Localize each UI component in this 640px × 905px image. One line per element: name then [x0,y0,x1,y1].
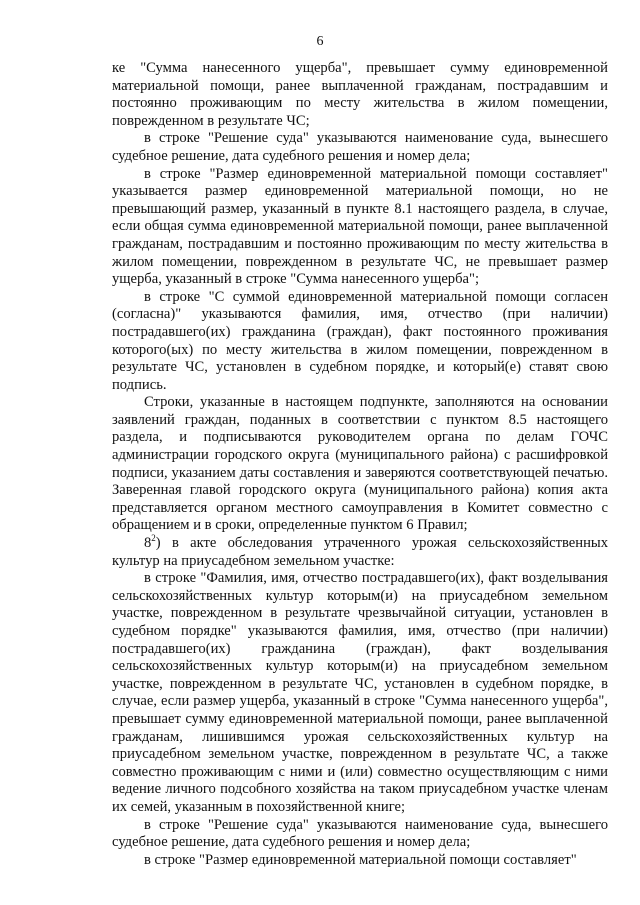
page-number: 6 [316,34,324,49]
paragraph-filling-rules: Строки, указанные в настоящем подпункте, заполняются на основании заявлений граждан, поданных в соответствии с пунктом 8.5 настоящего раздела, и подписываются руководителем органа по делам ГОЧС администрации городского округа (муниципального района) с расшифровкой подписи, указанием даты составления и заверяются соответствующей печатью. Заверенная главой городского округа (муниципального района) копия акта представляется органом местного самоуправления в Комитет совместно с обращением и в сроки, определенные пунктом 6 Правил; [112,394,608,534]
paragraph-aid-amount-2: в строке "Размер единовременной материальной помощи составляет" [144,851,577,868]
item-text: ) в акте обследования утраченного урожая сельскохозяйственных культур на приусадебном земельном участке: [112,535,608,569]
paragraph-court-decision: в строке "Решение суда" указываются наименование суда, вынесшего судебное решение, дата судебного решения и номер дела; [112,130,608,164]
paragraph-surname-field: в строке "Фамилия, имя, отчество пострадавшего(их), факт возделывания сельскохозяйственных культур которым(и) на приусадебном земельном участке, поврежденном в результате чрезвычайной ситуации, установлен в судебном порядке" указываются фамилия, имя, отчество (при наличии) пострадавшего(их) гражданина (граждан), факт возделывания сельскохозяйственных культур которым(и) на приусадебном земельном участке, поврежденном в результате ЧС, установлен в судебном порядке, в случае, если размер ущерба, указанный в строке "Сумма нанесенного ущерба", превышает сумму единовременной материальной помощи, ранее выплаченной гражданам, лишившимся урожая сельскохозяйственных культур на приусадебном земельном участке, поврежденном в результате ЧС, а также совместно проживающим с ними и (или) совместно осуществляющим с ними ведение личного подсобного хозяйства на таком приусадебном участке членам их семей, указанным в похозяйственной книге; [112,570,608,815]
paragraph-agreement: в строке "С суммой единовременной материальной помощи согласен (согласна)" указываются фамилия, имя, отчество (при наличии) пострадавшего(их) гражданина (граждан), факт постоянного проживания которого(ых) по месту жительства в жилом помещении, поврежденном в результате ЧС, установлен в судебном порядке, и который(е) ставят свою подпись. [112,288,608,393]
paragraph-court-decision-2: в строке "Решение суда" указываются наименование суда, вынесшего судебное решение, дата судебного решения и номер дела; [112,816,608,851]
document-body [112,60,608,869]
paragraph-continuation: ке "Сумма нанесенного ущерба", превышает сумму единовременной материальной помощи, ранее выплаченной гражданам, пострадавшим и постоянно проживающим по месту жительства в жилом помещении, поврежденном в результате ЧС; [112,60,608,129]
item-superscript: 2 [151,533,156,544]
item-8-2-heading [112,535,608,570]
item-number: 8 [144,535,152,552]
paragraph-aid-amount: в строке "Размер единовременной материальной помощи составляет" указывается размер единовременной материальной помощи, но не превышающий размер, указанный в пункте 8.1 настоящего раздела, в случае, если общая сумма единовременной материальной помощи, ранее выплаченной гражданам, пострадавшим и постоянно проживающим по месту жительства в жилом помещении, поврежденном в результате ЧС, не превышает размер ущерба, указанный в строке "Сумма нанесенного ущерба"; [112,165,608,288]
